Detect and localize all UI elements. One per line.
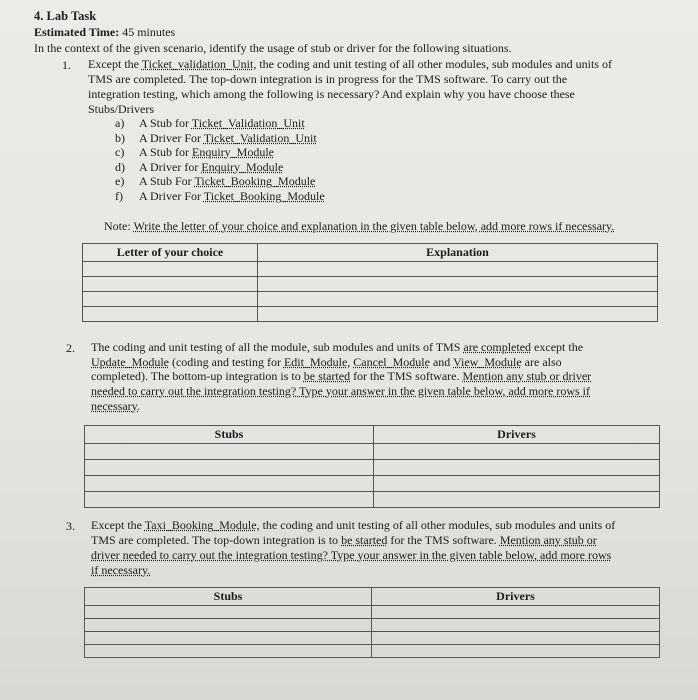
table-row	[85, 606, 660, 619]
q1-option	[115, 132, 317, 145]
q2-line4-prompt: needed to carry out the integration testing? Type your answer in the given table below, add more rows if	[91, 384, 591, 398]
q2-number: 2.	[66, 341, 75, 355]
q3-line1-text: Except the	[91, 518, 145, 532]
q1-option-letter: d)	[115, 159, 125, 174]
q1-option-term: Enquiry_Module	[192, 145, 275, 159]
q3-number: 3.	[66, 519, 75, 533]
q2-answer-table	[84, 425, 660, 508]
q2-term-cancel: Cancel_Module	[353, 355, 430, 369]
table-row	[85, 632, 660, 645]
q1-option-text: A Stub for	[139, 116, 192, 130]
q1-option-text: A Driver For	[139, 130, 204, 145]
q3-line2-text: TMS are completed. The top-down integration is to	[91, 533, 342, 547]
q2-line1-rest: except the	[531, 340, 584, 354]
q2-line2-and: and	[429, 355, 454, 369]
table-row	[83, 307, 658, 322]
q3-line2-term: be started	[341, 533, 388, 547]
q2-line5-prompt: necessary.	[91, 399, 140, 413]
q1-note-label: Note:	[104, 219, 134, 233]
q1-option	[115, 190, 325, 203]
q2-line1-term: are completed	[463, 340, 532, 354]
q1-option-term: Ticket_Booking_Module	[203, 188, 325, 203]
q3-line3-prompt: driver needed to carry out the integration testing? Type your answer in the given table below, add more rows	[91, 548, 612, 562]
q2-line3-mid: for the TMS software.	[350, 369, 463, 383]
q2-term-view: View_Module	[453, 355, 522, 369]
q1-option-letter: a)	[115, 116, 125, 130]
q3-col-stubs: Stubs	[85, 588, 372, 606]
q2-line3-text: completed). The bottom-up integration is to	[91, 369, 304, 383]
q1-option-term: Ticket_Booking_Module	[194, 174, 316, 188]
q3-line2-prompt: Mention any stub or	[499, 533, 597, 547]
q1-option-term: Ticket_Validation_Unit	[203, 130, 317, 145]
q1-line1-term: Ticket_validation_Unit	[141, 57, 254, 71]
q3-line3	[91, 549, 611, 562]
q1-option-text: A Stub For	[139, 174, 195, 188]
table-row	[83, 277, 658, 292]
estimated-time-label: Estimated Time:	[34, 25, 120, 39]
estimated-time	[34, 26, 175, 39]
q2-term-edit: Edit_Module	[283, 355, 348, 369]
q3-line2	[91, 534, 597, 547]
section-title: 4. Lab Task	[34, 9, 97, 23]
table-row	[85, 444, 660, 460]
table-row	[85, 492, 660, 508]
q1-option-text: A Stub for	[139, 145, 193, 159]
q1-option-term: Ticket_Validation_Unit	[191, 116, 305, 130]
q1-option-letter: b)	[115, 130, 125, 145]
q1-option	[115, 175, 315, 188]
table-row	[85, 619, 660, 632]
table-row	[85, 645, 660, 658]
q1-answer-table	[82, 243, 658, 322]
q3-line1-rest: , the coding and unit testing of all other modules, sub modules and units of	[256, 518, 616, 532]
q1-option-letter: f)	[115, 188, 123, 203]
q3-answer-table	[84, 587, 660, 658]
table-row	[83, 262, 658, 277]
q2-line2	[91, 356, 562, 369]
q2-line5	[91, 400, 140, 413]
q1-option-text: A Driver for	[139, 159, 202, 174]
table-row	[83, 292, 658, 307]
q2-line2-sep: ,	[347, 355, 354, 369]
q1-option	[115, 146, 274, 159]
q2-line2-rest: are also	[521, 355, 562, 369]
q2-line2-text: (coding and testing for	[168, 355, 284, 369]
q1-line2: TMS are completed. The top-down integration is in progress for the TMS software. To carry out the	[88, 72, 568, 86]
q3-line2-mid: for the TMS software.	[387, 533, 500, 547]
q1-col-letter: Letter of your choice	[83, 244, 258, 262]
q2-line1	[91, 341, 583, 354]
q1-line3: integration testing, which among the following is necessary? And explain why you have choose these	[88, 87, 575, 101]
q1-note	[104, 220, 614, 233]
q2-line3	[91, 370, 591, 383]
q2-line3-term: be started	[303, 369, 351, 383]
q3-line4	[91, 564, 150, 577]
q1-option-letter: c)	[115, 145, 125, 159]
q2-col-drivers: Drivers	[374, 426, 660, 444]
intro-text: In the context of the given scenario, identify the usage of stub or driver for the following situations.	[34, 41, 512, 55]
q2-col-stubs: Stubs	[85, 426, 374, 444]
q2-line4	[91, 385, 590, 398]
q3-line1-term: Taxi_Booking_Module	[144, 518, 257, 532]
q1-option	[115, 161, 283, 174]
q3-line1	[91, 519, 615, 532]
table-row	[85, 460, 660, 476]
q1-line1	[88, 58, 612, 71]
q1-line1-rest: , the coding and unit testing of all other modules, sub modules and units of	[253, 57, 612, 71]
q2-term-update: Update_Module	[91, 355, 169, 369]
q3-line4-prompt: if necessary.	[91, 563, 151, 577]
q1-option-letter: e)	[115, 174, 125, 188]
q1-line4: Stubs/Drivers	[88, 102, 154, 116]
q1-option-term: Enquiry_Module	[201, 159, 284, 174]
q1-line1-text: Except the	[88, 57, 142, 71]
q1-option-text: A Driver For	[139, 188, 204, 203]
table-row	[85, 476, 660, 492]
q3-col-drivers: Drivers	[372, 588, 660, 606]
q1-col-explanation: Explanation	[258, 244, 658, 262]
q2-line1-text: The coding and unit testing of all the module, sub modules and units of TMS	[91, 340, 464, 354]
q1-number: 1.	[62, 58, 71, 72]
q2-line3-prompt: Mention any stub or driver	[462, 369, 592, 383]
estimated-time-value: 45 minutes	[122, 25, 176, 39]
q1-note-text: Write the letter of your choice and explanation in the given table below, add more rows if necessary.	[133, 219, 615, 233]
q1-option	[115, 117, 305, 130]
